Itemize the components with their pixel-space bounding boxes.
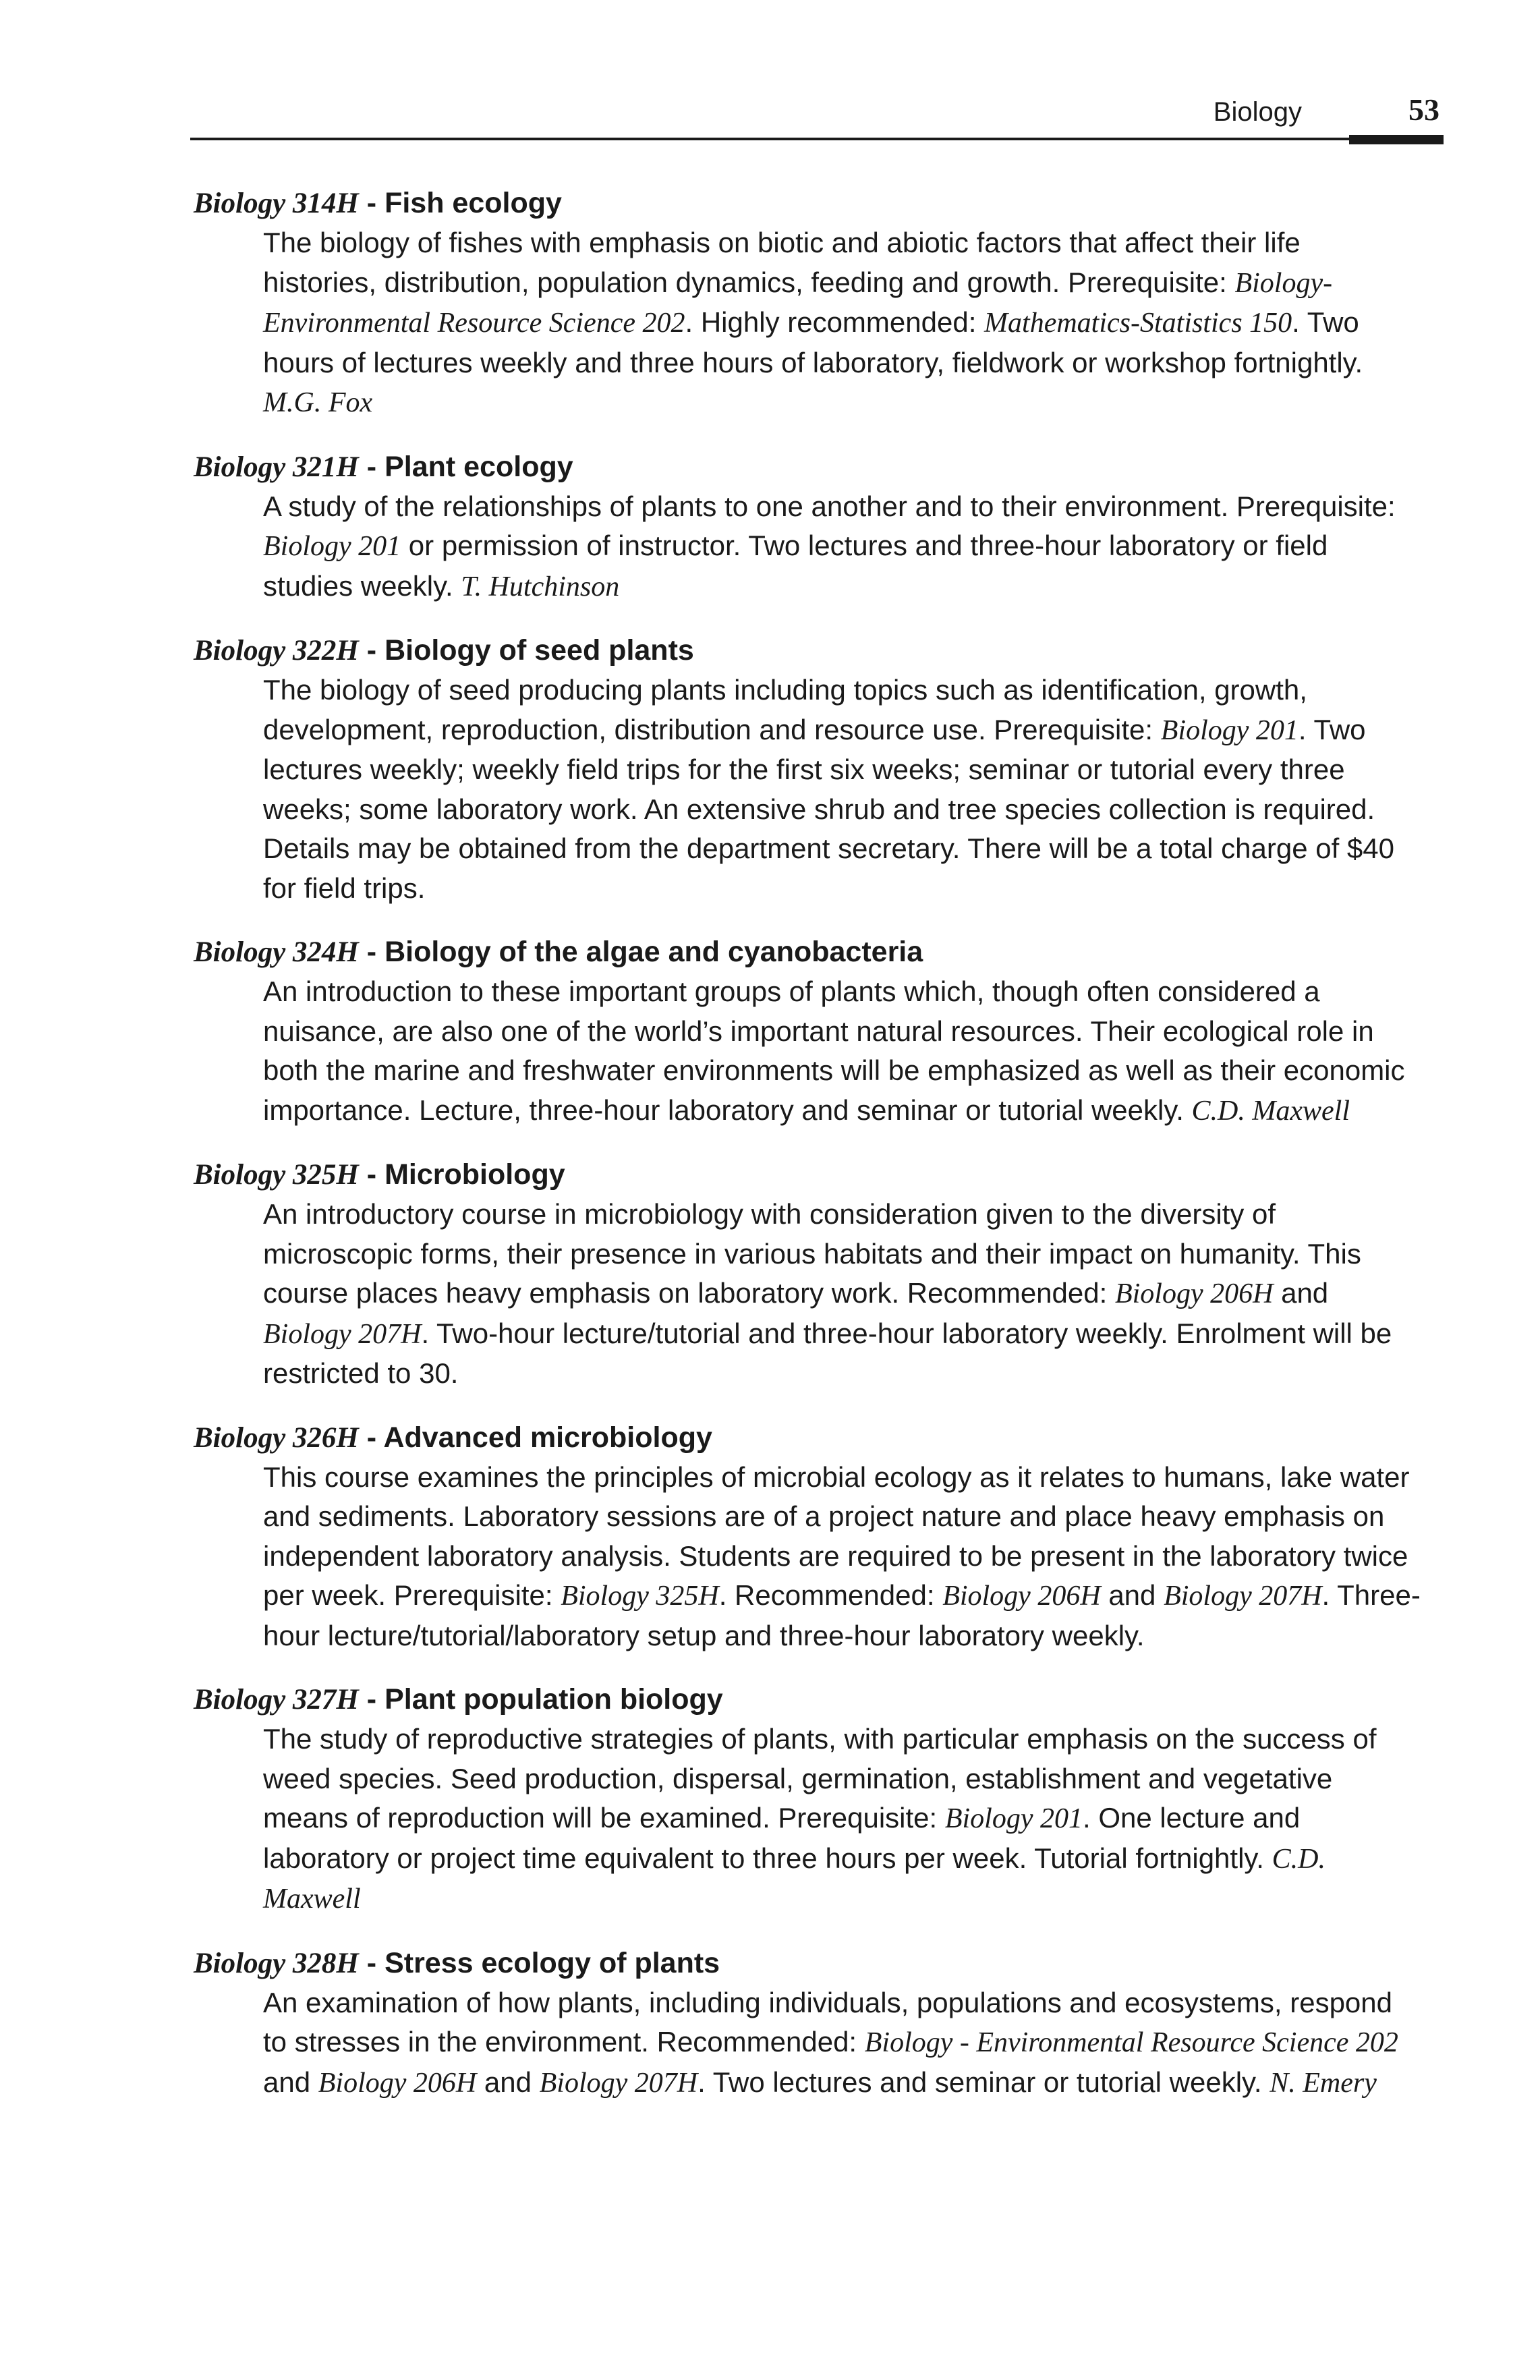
course-name: Plant ecology — [384, 450, 573, 483]
course-text: A study of the relationships of plants to one another and to their environment. Prerequisite: — [263, 490, 1396, 522]
course-name: Fish ecology — [384, 187, 562, 219]
course-text: . Two-hour lecture/tutorial and three-hour laboratory weekly. Enrolment will be restricted to 30. — [263, 1317, 1392, 1389]
course-reference: Biology-Environmental Resource Science 202 — [263, 267, 1333, 339]
course-reference: Biology 206H — [318, 2067, 477, 2099]
course-description — [194, 1983, 1421, 2103]
course-text: and — [1273, 1277, 1329, 1309]
page-header — [190, 86, 1444, 140]
course-code: Biology 326H — [194, 1421, 359, 1454]
course-reference: N. Emery — [1270, 2067, 1377, 2099]
course-description — [194, 1195, 1421, 1394]
course-entry — [194, 447, 1421, 607]
course-text: or permission of instructor. Two lectures and three-hour laboratory or field studies weekly. — [263, 530, 1328, 602]
course-title: Biology 325H - Microbiology — [194, 1158, 565, 1191]
course-text: . Recommended: — [718, 1579, 943, 1611]
course-reference: C.D. Maxwell — [263, 1843, 1325, 1915]
course-code: Biology 324H — [194, 936, 359, 968]
course-reference: Biology 201 — [944, 1803, 1083, 1834]
course-description — [194, 487, 1421, 607]
course-reference: C.D. Maxwell — [1191, 1095, 1350, 1127]
course-text: . One lecture and laboratory or project time equivalent to three hours per week. Tutorial fortnightly. — [263, 1802, 1301, 1874]
course-title: Biology 314H - Fish ecology — [194, 187, 562, 219]
course-entry — [194, 932, 1421, 1131]
course-text: . Two hours of lectures weekly and three hours of laboratory, fieldwork or workshop fortnightly. — [263, 306, 1363, 378]
course-name: Advanced microbiology — [383, 1421, 712, 1454]
course-text: An introductory course in microbiology with consideration given to the diversity of microscopic forms, their presence in various habitats and their impact on humanity. This course places heavy emphasis on laboratory work. Recommended: — [263, 1198, 1361, 1309]
course-text: This course examines the principles of microbial ecology as it relates to humans, lake water and sediments. Laboratory sessions are of a project nature and place heavy emphasis on independent laboratory analysis. Students are required to be present in the laboratory twice per week. Prerequisite: — [263, 1461, 1410, 1611]
course-reference: Mathematics-Statistics 150 — [984, 308, 1292, 339]
running-header-section: Biology — [1213, 97, 1302, 127]
course-text: . Highly recommended: — [685, 306, 985, 338]
course-description — [194, 671, 1421, 908]
course-reference: Biology 201 — [1160, 714, 1299, 746]
course-title: Biology 324H - Biology of the algae and cyanobacteria — [194, 936, 923, 968]
course-reference: T. Hutchinson — [461, 571, 620, 602]
course-reference: Biology 207H — [539, 2067, 698, 2099]
page-number: 53 — [1408, 92, 1439, 127]
course-name: Plant population biology — [384, 1683, 723, 1716]
course-text: The biology of seed producing plants including topics such as identification, growth, development, reproduction, distribution and resource use. Prerequisite: — [263, 674, 1307, 745]
course-entry — [194, 183, 1421, 423]
course-code: Biology 314H — [194, 188, 359, 219]
course-reference: Biology 207H — [263, 1318, 422, 1350]
course-name: Biology of seed plants — [384, 634, 694, 667]
course-reference: Biology 201 — [263, 531, 401, 562]
course-text: . Three-hour lecture/tutorial/laboratory setup and three-hour laboratory weekly. — [263, 1579, 1421, 1651]
course-code: Biology 325H — [194, 1159, 359, 1191]
course-text: and — [1100, 1579, 1164, 1611]
course-reference: M.G. Fox — [263, 387, 373, 418]
course-description — [194, 1720, 1421, 1919]
course-description — [194, 1458, 1421, 1656]
course-text: and — [476, 2066, 540, 2098]
course-code: Biology 327H — [194, 1684, 359, 1716]
course-name: Microbiology — [384, 1158, 565, 1191]
course-text: The study of reproductive strategies of plants, with particular emphasis on the success of weed species. Seed production, dispersal, germination, establishment and vegetative means of reproduction will be examined. Prerequisite: — [263, 1723, 1377, 1834]
course-reference: Biology 206H — [1114, 1278, 1274, 1309]
course-reference: Biology 207H — [1164, 1581, 1322, 1612]
course-text: The biology of fishes with emphasis on biotic and abiotic factors that affect their life histories, distribution, population dynamics, feeding and growth. Prerequisite: — [263, 227, 1301, 298]
course-entry — [194, 631, 1421, 908]
course-title: Biology 328H - Stress ecology of plants — [194, 1946, 720, 1979]
header-rule — [190, 138, 1444, 140]
course-reference: Biology 325H — [561, 1581, 719, 1612]
course-entry — [194, 1155, 1421, 1394]
course-title: Biology 326H - Advanced microbiology — [194, 1421, 712, 1454]
course-text: An examination of how plants, including individuals, populations and ecosystems, respond to stresses in the environment. Recommended: — [263, 1986, 1393, 2058]
course-text: . Two lectures and seminar or tutorial weekly. — [697, 2066, 1270, 2098]
course-name: Biology of the algae and cyanobacteria — [384, 936, 923, 968]
course-description — [194, 972, 1421, 1131]
course-name: Stress ecology of plants — [384, 1946, 720, 1979]
course-entry — [194, 1944, 1421, 2103]
header-rule-tab — [1349, 135, 1444, 144]
course-text: and — [263, 2066, 318, 2098]
course-code: Biology 322H — [194, 635, 359, 667]
course-title: Biology 321H - Plant ecology — [194, 450, 573, 483]
course-description — [194, 223, 1421, 423]
course-text: . Two lectures weekly; weekly field trips for the first six weeks; seminar or tutorial every three weeks; some laboratory work. An extensive shrub and tree species collection is required. Details may be obtained from the department secretary. There will be a total charge of $40 for field trips. — [263, 713, 1395, 904]
course-entry — [194, 1680, 1421, 1919]
course-code: Biology 321H — [194, 451, 359, 483]
course-title: Biology 327H - Plant population biology — [194, 1683, 723, 1716]
course-reference: Biology - Environmental Resource Science 202 — [864, 2027, 1398, 2058]
course-entry — [194, 1418, 1421, 1656]
course-title: Biology 322H - Biology of seed plants — [194, 634, 694, 667]
course-list — [194, 183, 1421, 2127]
course-reference: Biology 206H — [942, 1581, 1101, 1612]
course-text: An introduction to these important groups of plants which, though often considered a nuisance, are also one of the world’s important natural resources. Their ecological role in both the marine and freshwater environments will be emphasized as well as their economic importance. Lecture, three-hour laboratory and seminar or tutorial weekly. — [263, 975, 1405, 1126]
course-code: Biology 328H — [194, 1947, 359, 1979]
